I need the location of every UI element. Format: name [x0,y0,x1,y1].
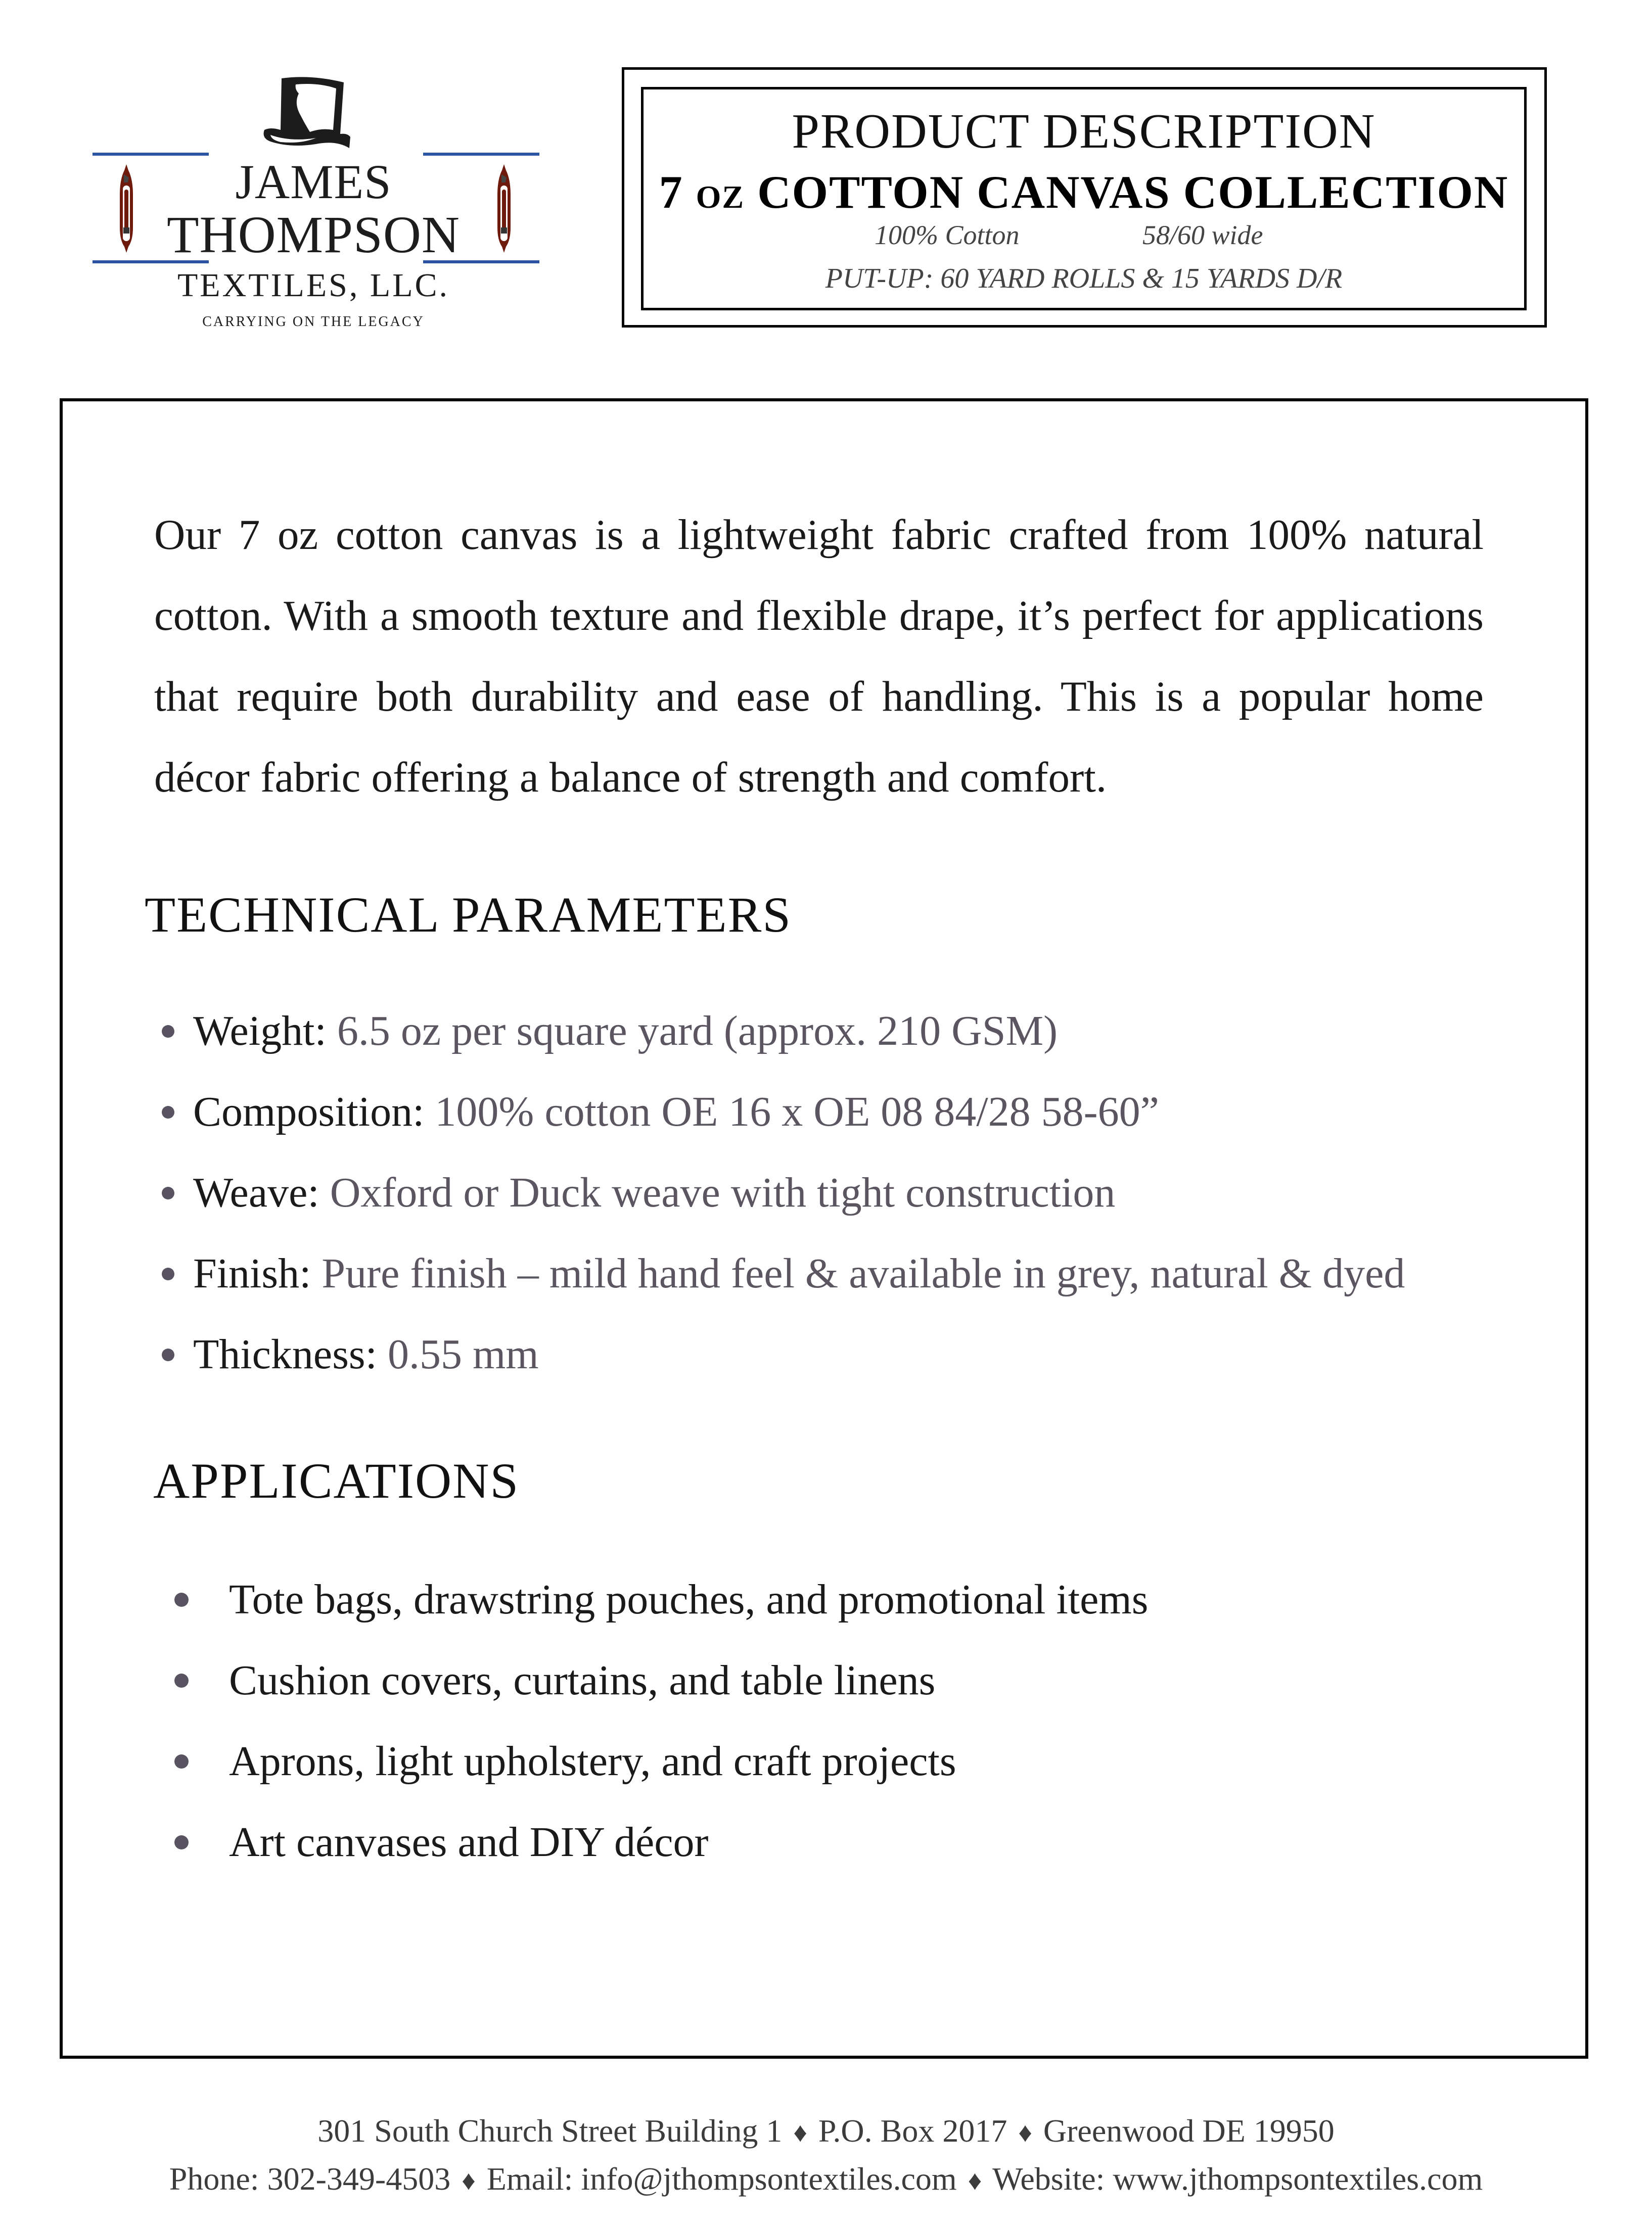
parameter-value: 0.55 mm [387,1331,539,1378]
footer-address-line [0,2108,1652,2156]
bullet-icon [174,1754,189,1769]
parameter-label: Weave: [193,1169,319,1216]
bullet-icon [174,1674,189,1688]
website-url: Website: www.jthompsontextiles.com [992,2161,1483,2197]
list-item [162,1314,1405,1395]
parameter-label: Composition: [193,1088,425,1135]
footer-contact-line [0,2156,1652,2204]
diamond-separator-icon: ♦ [1018,2117,1032,2148]
application-text: Cushion covers, curtains, and table linens [229,1657,936,1704]
application-text: Art canvases and DIY décor [229,1819,709,1866]
diamond-separator-icon: ♦ [462,2165,476,2196]
logo-tagline: CARRYING ON THE LEGACY [202,314,425,330]
applications-heading: APPLICATIONS [153,1453,520,1509]
logo-name-line3: TEXTILES, LLC. [177,267,450,304]
diamond-separator-icon: ♦ [968,2165,982,2196]
list-item [162,1152,1405,1233]
bullet-icon [162,1349,174,1361]
intro-paragraph: Our 7 oz cotton canvas is a lightweight fabric crafted from 100% natural cotton. With a smooth texture and flexible drape, it’s perfect for applications that require both durability and ease of handling. This is a popular home décor fabric offering a balance of strength and comfort. [154,511,1484,801]
technical-parameters-heading: TECHNICAL PARAMETERS [145,887,792,943]
bullet-icon [162,1187,174,1199]
parameter-label: Finish: [193,1250,311,1297]
technical-parameters-list [162,991,1405,1395]
footer [0,2108,1652,2204]
parameter-value: Oxford or Duck weave with tight construction [330,1169,1116,1216]
parameter-value: 100% cotton OE 16 x OE 08 84/28 58-60” [435,1088,1159,1135]
list-item [174,1721,1148,1802]
application-text: Aprons, light upholstery, and craft projects [229,1738,956,1785]
bullet-icon [162,1025,174,1038]
parameter-label: Weight: [193,1007,327,1054]
put-up-spec: PUT-UP: 60 YARD ROLLS & 15 YARDS D/R [825,263,1343,294]
list-item [174,1640,1148,1721]
list-item [174,1802,1148,1883]
application-text: Tote bags, drawstring pouches, and promotional items [229,1576,1149,1623]
width-spec: 58/60 wide [1142,220,1263,250]
collection-name: 7 oz COTTON CANVAS COLLECTION [659,166,1509,218]
email-address: Email: info@jthompsontextiles.com [486,2161,957,2197]
parameter-value: 6.5 oz per square yard (approx. 210 GSM) [337,1007,1058,1054]
applications-list [174,1559,1148,1883]
company-logo [86,66,541,339]
top-hat-icon [260,73,351,149]
list-item [162,1233,1405,1314]
list-item [174,1559,1148,1640]
city-state-zip: Greenwood DE 19950 [1043,2113,1335,2149]
phone-number: Phone: 302-349-4503 [169,2161,451,2197]
logo-name-line1: JAMES [235,155,392,209]
bullet-icon [162,1268,174,1280]
po-box: P.O. Box 2017 [818,2113,1007,2149]
parameter-label: Thickness: [193,1331,377,1378]
logo-rule [93,153,209,156]
logo-name-line2: THOMPSON [166,206,461,264]
list-item [162,1072,1405,1152]
bullet-icon [162,1106,174,1119]
bullet-icon [174,1593,189,1607]
page-title: PRODUCT DESCRIPTION [792,104,1376,159]
parameter-value: Pure finish – mild hand feel & available in grey, natural & dyed [322,1250,1405,1297]
bullet-icon [174,1835,189,1849]
street-address: 301 South Church Street Building 1 [317,2113,783,2149]
logo-rule [423,153,539,156]
composition-spec: 100% Cotton [875,220,1020,250]
diamond-separator-icon: ♦ [793,2117,807,2148]
list-item [162,991,1405,1072]
